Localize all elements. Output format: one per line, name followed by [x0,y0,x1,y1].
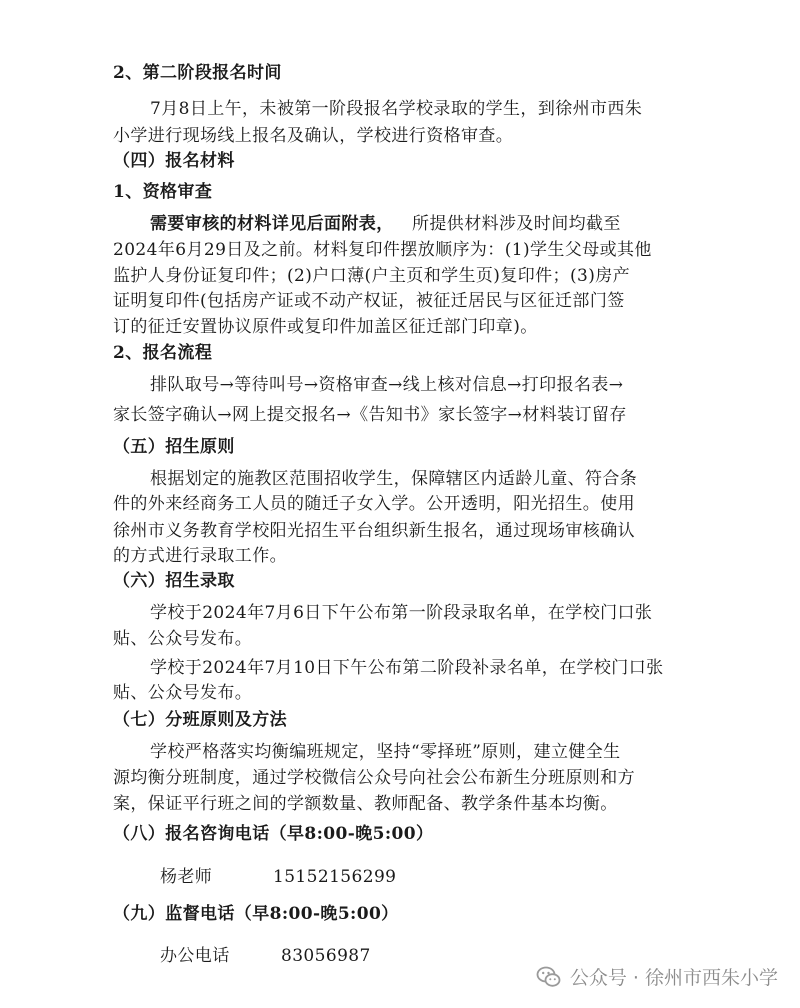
paragraph-line: 源均衡分班制度，通过学校微信公众号向社会公布新生分班原则和方 [113,768,635,788]
wechat-watermark [536,963,778,990]
office-phone-label: 办公电话 [160,946,230,966]
paragraph-line: 监护人身份证复印件；(2)户口薄(户主页和学生页)复印件；(3)房产 [113,266,631,286]
heading-materials: （四）报名材料 [113,151,235,171]
paragraph-line: 2024年6月29日及之前。材料复印件摆放顺序为：(1)学生父母或其他 [113,240,652,260]
heading-process: 2、报名流程 [113,343,213,363]
heading-consult-phone: （八）报名咨询电话（早8:00-晚5:00） [113,824,434,844]
paragraph-line-bold-lead: 需要审核的材料详见后面附表， [150,214,394,234]
paragraph-line: 案，保证平行班之间的学额数量、教师配备、教学条件基本均衡。 [113,794,618,814]
contact-phone: 15152156299 [273,867,397,887]
paragraph-line: 贴、公众号发布。 [113,683,253,703]
watermark-text: 公众号 · 徐州市西朱小学 [569,967,778,989]
office-phone-number: 83056987 [281,946,371,966]
heading-admission: （六）招生录取 [113,571,235,591]
paragraph-line: 订的征迁安置协议原件或复印件加盖区征迁部门印章)。 [113,317,538,337]
paragraph-line: 7月8日上午，未被第一阶段报名学校录取的学生，到徐州市西朱 [150,99,643,119]
paragraph-line: 学校严格落实均衡编班规定，坚持“零择班”原则，建立健全生 [150,742,621,762]
heading-class-assignment: （七）分班原则及方法 [113,710,287,730]
process-line: 排队取号→等待叫号→资格审查→线上核对信息→打印报名表→ [150,375,624,395]
paragraph-line: 证明复印件(包括房产证或不动产权证，被征迁居民与区征迁部门签 [113,291,625,311]
heading-supervision-phone: （九）监督电话（早8:00-晚5:00） [113,904,399,924]
process-line: 家长签字确认→网上提交报名→《告知书》家长签字→材料装订留存 [113,405,627,425]
contact-name: 杨老师 [160,867,213,887]
heading-qualification: 1、资格审查 [113,182,213,202]
paragraph-line: 所提供材料涉及时间均截至 [412,214,621,234]
paragraph-line: 件的外来经商务工人员的随迁子女入学。公开透明，阳光招生。使用 [113,494,635,514]
paragraph-line: 根据划定的施教区范围招收学生，保障辖区内适龄儿童、符合条 [150,469,638,489]
paragraph-line: 学校于2024年7月10日下午公布第二阶段补录名单，在学校门口张 [150,658,664,678]
paragraph-line: 贴、公众号发布。 [113,629,253,649]
heading-principles: （五）招生原则 [113,437,235,457]
wechat-icon [536,964,562,990]
paragraph-line: 学校于2024年7月6日下午公布第一阶段录取名单，在学校门口张 [150,603,653,623]
paragraph-line: 的方式进行录取工作。 [113,546,287,566]
paragraph-line: 徐州市义务教育学校阳光招生平台组织新生报名，通过现场审核确认 [113,521,635,541]
paragraph-line: 小学进行现场线上报名及确认，学校进行资格审查。 [113,126,514,146]
heading-stage2-time: 2、第二阶段报名时间 [113,63,282,83]
